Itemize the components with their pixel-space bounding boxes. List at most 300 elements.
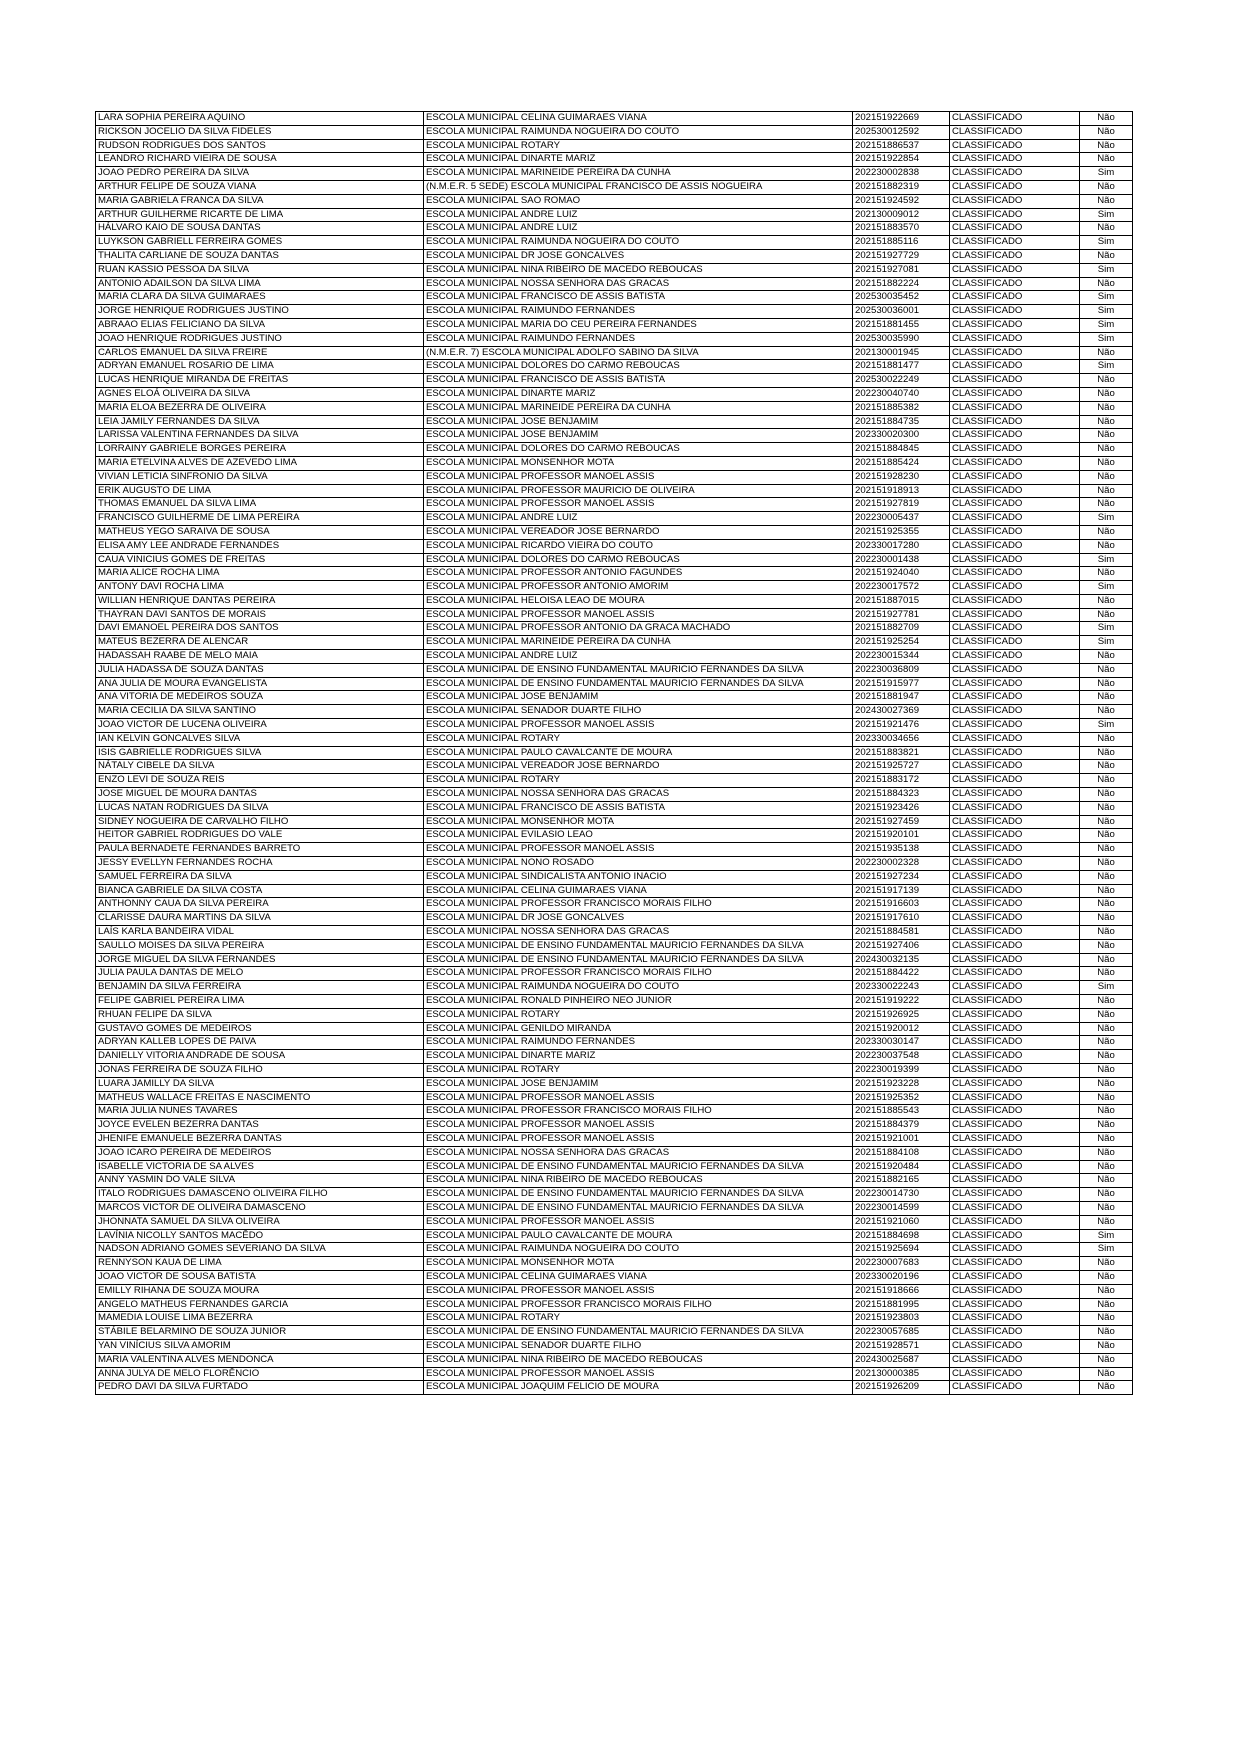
enrollment-code-cell: 202151916603 — [853, 898, 950, 912]
table-row — [96, 857, 1133, 871]
school-cell: ESCOLA MUNICIPAL NOSSA SENHORA DAS GRACAS — [424, 788, 853, 802]
flag-cell: Sim — [1080, 581, 1133, 595]
student-name-cell: THOMAS EMANUEL DA SILVA LIMA — [96, 498, 424, 512]
table-row — [96, 1326, 1133, 1340]
student-name-cell: MARIA CECILIA DA SILVA SANTINO — [96, 705, 424, 719]
student-name-cell: JOAO VICTOR DE SOUSA BATISTA — [96, 1270, 424, 1284]
status-cell: CLASSIFICADO — [950, 194, 1080, 208]
table-row — [96, 1381, 1133, 1395]
school-cell: ESCOLA MUNICIPAL FRANCISCO DE ASSIS BATISTA — [424, 291, 853, 305]
school-cell: ESCOLA MUNICIPAL JOAQUIM FELICIO DE MOURA — [424, 1381, 853, 1395]
student-name-cell: MARIA ALICE ROCHA LIMA — [96, 567, 424, 581]
flag-cell: Não — [1080, 1105, 1133, 1119]
flag-cell: Não — [1080, 774, 1133, 788]
enrollment-code-cell: 202151925355 — [853, 525, 950, 539]
student-name-cell: SAULLO MOISES DA SILVA PEREIRA — [96, 939, 424, 953]
status-cell: CLASSIFICADO — [950, 912, 1080, 926]
table-row — [96, 1312, 1133, 1326]
table-row — [96, 1119, 1133, 1133]
student-name-cell: ITALO RODRIGUES DAMASCENO OLIVEIRA FILHO — [96, 1188, 424, 1202]
student-name-cell: ISIS GABRIELLE RODRIGUES SILVA — [96, 746, 424, 760]
status-cell: CLASSIFICADO — [950, 732, 1080, 746]
table-row — [96, 1243, 1133, 1257]
enrollment-code-cell: 202151884698 — [853, 1229, 950, 1243]
student-name-cell: VIVIAN LETICIA SINFRONIO DA SILVA — [96, 470, 424, 484]
table-row — [96, 650, 1133, 664]
student-name-cell: MARIA CLARA DA SILVA GUIMARAES — [96, 291, 424, 305]
school-cell: ESCOLA MUNICIPAL JOSE BENJAMIM — [424, 1077, 853, 1091]
flag-cell: Não — [1080, 1215, 1133, 1229]
enrollment-code-cell: 202230007683 — [853, 1257, 950, 1271]
enrollment-code-cell: 202151924040 — [853, 567, 950, 581]
enrollment-code-cell: 202151927459 — [853, 815, 950, 829]
student-name-cell: ANGELO MATHEUS FERNANDES GARCIA — [96, 1298, 424, 1312]
results-table-body — [96, 112, 1133, 1395]
status-cell: CLASSIFICADO — [950, 815, 1080, 829]
status-cell: CLASSIFICADO — [950, 567, 1080, 581]
school-cell: ESCOLA MUNICIPAL PROFESSOR MANOEL ASSIS — [424, 1284, 853, 1298]
enrollment-code-cell: 202151923228 — [853, 1077, 950, 1091]
enrollment-code-cell: 202151935138 — [853, 843, 950, 857]
school-cell: ESCOLA MUNICIPAL DR JOSE GONCALVES — [424, 249, 853, 263]
status-cell: CLASSIFICADO — [950, 1119, 1080, 1133]
status-cell: CLASSIFICADO — [950, 1381, 1080, 1395]
table-row — [96, 332, 1133, 346]
table-row — [96, 898, 1133, 912]
status-cell: CLASSIFICADO — [950, 429, 1080, 443]
enrollment-code-cell: 202130000385 — [853, 1367, 950, 1381]
student-name-cell: MARIA ETELVINA ALVES DE AZEVEDO LIMA — [96, 456, 424, 470]
school-cell: ESCOLA MUNICIPAL MONSENHOR MOTA — [424, 1257, 853, 1271]
student-name-cell: JOAO PEDRO PEREIRA DA SILVA — [96, 167, 424, 181]
status-cell: CLASSIFICADO — [950, 374, 1080, 388]
enrollment-code-cell: 202330020196 — [853, 1270, 950, 1284]
flag-cell: Sim — [1080, 332, 1133, 346]
table-row — [96, 815, 1133, 829]
enrollment-code-cell: 202151926209 — [853, 1381, 950, 1395]
school-cell: ESCOLA MUNICIPAL JOSE BENJAMIM — [424, 415, 853, 429]
table-row — [96, 1008, 1133, 1022]
student-name-cell: THALITA CARLIANE DE SOUZA DANTAS — [96, 249, 424, 263]
school-cell: ESCOLA MUNICIPAL ANDRE LUIZ — [424, 650, 853, 664]
status-cell: CLASSIFICADO — [950, 443, 1080, 457]
flag-cell: Não — [1080, 1381, 1133, 1395]
enrollment-code-cell: 202151921001 — [853, 1132, 950, 1146]
status-cell: CLASSIFICADO — [950, 387, 1080, 401]
school-cell: ESCOLA MUNICIPAL FRANCISCO DE ASSIS BATISTA — [424, 801, 853, 815]
table-row — [96, 801, 1133, 815]
status-cell: CLASSIFICADO — [950, 581, 1080, 595]
status-cell: CLASSIFICADO — [950, 843, 1080, 857]
school-cell: ESCOLA MUNICIPAL RAIMUNDA NOGUEIRA DO COUTO — [424, 236, 853, 250]
student-name-cell: STÁBILE BELARMINO DE SOUZA JUNIOR — [96, 1326, 424, 1340]
flag-cell: Sim — [1080, 360, 1133, 374]
status-cell: CLASSIFICADO — [950, 801, 1080, 815]
flag-cell: Não — [1080, 1160, 1133, 1174]
student-name-cell: HADASSAH RAABE DE MELO MAIA — [96, 650, 424, 664]
table-row — [96, 594, 1133, 608]
flag-cell: Não — [1080, 1174, 1133, 1188]
flag-cell: Não — [1080, 249, 1133, 263]
flag-cell: Não — [1080, 1326, 1133, 1340]
table-row — [96, 774, 1133, 788]
enrollment-code-cell: 202230015344 — [853, 650, 950, 664]
status-cell: CLASSIFICADO — [950, 636, 1080, 650]
table-row — [96, 939, 1133, 953]
school-cell: ESCOLA MUNICIPAL ROTARY — [424, 1063, 853, 1077]
student-name-cell: LUARA JAMILLY DA SILVA — [96, 1077, 424, 1091]
school-cell: ESCOLA MUNICIPAL DOLORES DO CARMO REBOUCAS — [424, 360, 853, 374]
flag-cell: Não — [1080, 801, 1133, 815]
school-cell: ESCOLA MUNICIPAL DE ENSINO FUNDAMENTAL MAURICIO FERNANDES DA SILVA — [424, 677, 853, 691]
enrollment-code-cell: 202151882165 — [853, 1174, 950, 1188]
status-cell: CLASSIFICADO — [950, 415, 1080, 429]
status-cell: CLASSIFICADO — [950, 236, 1080, 250]
enrollment-code-cell: 202151883172 — [853, 774, 950, 788]
student-name-cell: JOAO ICARO PEREIRA DE MEDEIROS — [96, 1146, 424, 1160]
school-cell: ESCOLA MUNICIPAL RAIMUNDO FERNANDES — [424, 1036, 853, 1050]
table-row — [96, 456, 1133, 470]
enrollment-code-cell: 202151928230 — [853, 470, 950, 484]
enrollment-code-cell: 202151927781 — [853, 608, 950, 622]
school-cell: ESCOLA MUNICIPAL SENADOR DUARTE FILHO — [424, 705, 853, 719]
flag-cell: Não — [1080, 677, 1133, 691]
student-name-cell: AGNES ELOÁ OLIVEIRA DA SILVA — [96, 387, 424, 401]
student-name-cell: LARISSA VALENTINA FERNANDES DA SILVA — [96, 429, 424, 443]
enrollment-code-cell: 202151921060 — [853, 1215, 950, 1229]
table-row — [96, 125, 1133, 139]
flag-cell: Não — [1080, 1339, 1133, 1353]
status-cell: CLASSIFICADO — [950, 691, 1080, 705]
table-row — [96, 691, 1133, 705]
enrollment-code-cell: 202151884735 — [853, 415, 950, 429]
status-cell: CLASSIFICADO — [950, 719, 1080, 733]
flag-cell: Sim — [1080, 981, 1133, 995]
school-cell: ESCOLA MUNICIPAL NOSSA SENHORA DAS GRACAS — [424, 277, 853, 291]
student-name-cell: DAVI EMANOEL PEREIRA DOS SANTOS — [96, 622, 424, 636]
table-row — [96, 567, 1133, 581]
enrollment-code-cell: 202151884323 — [853, 788, 950, 802]
table-row — [96, 1036, 1133, 1050]
student-name-cell: LUCAS HENRIQUE MIRANDA DE FREITAS — [96, 374, 424, 388]
student-name-cell: DANIELLY VITORIA ANDRADE DE SOUSA — [96, 1050, 424, 1064]
enrollment-code-cell: 202230001438 — [853, 553, 950, 567]
school-cell: ESCOLA MUNICIPAL RONALD PINHEIRO NEO JUNIOR — [424, 995, 853, 1009]
enrollment-code-cell: 202230040740 — [853, 387, 950, 401]
flag-cell: Não — [1080, 1188, 1133, 1202]
table-row — [96, 153, 1133, 167]
student-name-cell: ERIK AUGUSTO DE LIMA — [96, 484, 424, 498]
table-row — [96, 995, 1133, 1009]
enrollment-code-cell: 202151885116 — [853, 236, 950, 250]
enrollment-code-cell: 202230019399 — [853, 1063, 950, 1077]
status-cell: CLASSIFICADO — [950, 291, 1080, 305]
flag-cell: Sim — [1080, 318, 1133, 332]
table-row — [96, 180, 1133, 194]
status-cell: CLASSIFICADO — [950, 277, 1080, 291]
flag-cell: Sim — [1080, 512, 1133, 526]
flag-cell: Não — [1080, 1367, 1133, 1381]
student-name-cell: CAUA VINICIUS GOMES DE FREITAS — [96, 553, 424, 567]
status-cell: CLASSIFICADO — [950, 1063, 1080, 1077]
status-cell: CLASSIFICADO — [950, 650, 1080, 664]
status-cell: CLASSIFICADO — [950, 870, 1080, 884]
table-row — [96, 1215, 1133, 1229]
flag-cell: Não — [1080, 760, 1133, 774]
flag-cell: Não — [1080, 194, 1133, 208]
table-row — [96, 884, 1133, 898]
enrollment-code-cell: 202151883821 — [853, 746, 950, 760]
status-cell: CLASSIFICADO — [950, 746, 1080, 760]
school-cell: ESCOLA MUNICIPAL PROFESSOR MANOEL ASSIS — [424, 1091, 853, 1105]
flag-cell: Não — [1080, 180, 1133, 194]
table-row — [96, 484, 1133, 498]
school-cell: ESCOLA MUNICIPAL MONSENHOR MOTA — [424, 456, 853, 470]
flag-cell: Não — [1080, 1091, 1133, 1105]
student-name-cell: MARIA GABRIELA FRANCA DA SILVA — [96, 194, 424, 208]
table-row — [96, 360, 1133, 374]
student-name-cell: JORGE MIGUEL DA SILVA FERNANDES — [96, 953, 424, 967]
table-row — [96, 512, 1133, 526]
school-cell: ESCOLA MUNICIPAL CELINA GUIMARAES VIANA — [424, 884, 853, 898]
student-name-cell: WILLIAN HENRIQUE DANTAS PEREIRA — [96, 594, 424, 608]
flag-cell: Não — [1080, 898, 1133, 912]
flag-cell: Não — [1080, 1008, 1133, 1022]
status-cell: CLASSIFICADO — [950, 1050, 1080, 1064]
student-name-cell: JESSY EVELLYN FERNANDES ROCHA — [96, 857, 424, 871]
status-cell: CLASSIFICADO — [950, 305, 1080, 319]
flag-cell: Não — [1080, 1284, 1133, 1298]
school-cell: ESCOLA MUNICIPAL DE ENSINO FUNDAMENTAL MAURICIO FERNANDES DA SILVA — [424, 663, 853, 677]
student-name-cell: JOAO VICTOR DE LUCENA OLIVEIRA — [96, 719, 424, 733]
flag-cell: Não — [1080, 1312, 1133, 1326]
flag-cell: Sim — [1080, 305, 1133, 319]
school-cell: ESCOLA MUNICIPAL DE ENSINO FUNDAMENTAL MAURICIO FERNANDES DA SILVA — [424, 1326, 853, 1340]
flag-cell: Não — [1080, 939, 1133, 953]
flag-cell: Sim — [1080, 1229, 1133, 1243]
student-name-cell: ANA VITORIA DE MEDEIROS SOUZA — [96, 691, 424, 705]
table-row — [96, 1188, 1133, 1202]
table-row — [96, 1022, 1133, 1036]
enrollment-code-cell: 202151881947 — [853, 691, 950, 705]
student-name-cell: BIANCA GABRIELE DA SILVA COSTA — [96, 884, 424, 898]
school-cell: ESCOLA MUNICIPAL PROFESSOR MAURICIO DE OLIVEIRA — [424, 484, 853, 498]
school-cell: ESCOLA MUNICIPAL GENILDO MIRANDA — [424, 1022, 853, 1036]
flag-cell: Não — [1080, 1132, 1133, 1146]
school-cell: ESCOLA MUNICIPAL SENADOR DUARTE FILHO — [424, 1339, 853, 1353]
student-name-cell: ABRAAO ELIAS FELICIANO DA SILVA — [96, 318, 424, 332]
school-cell: ESCOLA MUNICIPAL PAULO CAVALCANTE DE MOURA — [424, 1229, 853, 1243]
status-cell: CLASSIFICADO — [950, 884, 1080, 898]
school-cell: ESCOLA MUNICIPAL PROFESSOR FRANCISCO MORAIS FILHO — [424, 1298, 853, 1312]
school-cell: ESCOLA MUNICIPAL DINARTE MARIZ — [424, 387, 853, 401]
student-name-cell: ANTONIO ADAILSON DA SILVA LIMA — [96, 277, 424, 291]
student-name-cell: THAYRAN DAVI SANTOS DE MORAIS — [96, 608, 424, 622]
status-cell: CLASSIFICADO — [950, 1243, 1080, 1257]
status-cell: CLASSIFICADO — [950, 953, 1080, 967]
flag-cell: Sim — [1080, 636, 1133, 650]
flag-cell: Não — [1080, 788, 1133, 802]
table-row — [96, 553, 1133, 567]
enrollment-code-cell: 202530035452 — [853, 291, 950, 305]
student-name-cell: IAN KELVIN GONCALVES SILVA — [96, 732, 424, 746]
status-cell: CLASSIFICADO — [950, 249, 1080, 263]
table-row — [96, 1367, 1133, 1381]
status-cell: CLASSIFICADO — [950, 1036, 1080, 1050]
student-name-cell: MATEUS BEZERRA DE ALENCAR — [96, 636, 424, 650]
enrollment-code-cell: 202151884108 — [853, 1146, 950, 1160]
flag-cell: Não — [1080, 443, 1133, 457]
flag-cell: Não — [1080, 691, 1133, 705]
flag-cell: Não — [1080, 870, 1133, 884]
school-cell: ESCOLA MUNICIPAL ANDRE LUIZ — [424, 222, 853, 236]
enrollment-code-cell: 202151886537 — [853, 139, 950, 153]
enrollment-code-cell: 202151884845 — [853, 443, 950, 457]
student-name-cell: ANNA JULYA DE MELO FLORÊNCIO — [96, 1367, 424, 1381]
school-cell: ESCOLA MUNICIPAL MARINEIDE PEREIRA DA CUNHA — [424, 167, 853, 181]
status-cell: CLASSIFICADO — [950, 594, 1080, 608]
school-cell: ESCOLA MUNICIPAL DR JOSE GONCALVES — [424, 912, 853, 926]
school-cell: (N.M.E.R. 5 SEDE) ESCOLA MUNICIPAL FRANCISCO DE ASSIS NOGUEIRA — [424, 180, 853, 194]
flag-cell: Não — [1080, 650, 1133, 664]
enrollment-code-cell: 202230057685 — [853, 1326, 950, 1340]
enrollment-code-cell: 202151917139 — [853, 884, 950, 898]
school-cell: ESCOLA MUNICIPAL EVILASIO LEAO — [424, 829, 853, 843]
school-cell: ESCOLA MUNICIPAL ROTARY — [424, 1008, 853, 1022]
enrollment-code-cell: 202151928571 — [853, 1339, 950, 1353]
school-cell: ESCOLA MUNICIPAL RAIMUNDA NOGUEIRA DO COUTO — [424, 981, 853, 995]
table-row — [96, 374, 1133, 388]
table-row — [96, 305, 1133, 319]
school-cell: ESCOLA MUNICIPAL DE ENSINO FUNDAMENTAL MAURICIO FERNANDES DA SILVA — [424, 939, 853, 953]
status-cell: CLASSIFICADO — [950, 525, 1080, 539]
school-cell: ESCOLA MUNICIPAL PROFESSOR FRANCISCO MORAIS FILHO — [424, 1105, 853, 1119]
school-cell: ESCOLA MUNICIPAL ANDRE LUIZ — [424, 208, 853, 222]
enrollment-code-cell: 202151923426 — [853, 801, 950, 815]
status-cell: CLASSIFICADO — [950, 705, 1080, 719]
student-name-cell: MATHEUS YEGO SARAIVA DE SOUSA — [96, 525, 424, 539]
status-cell: CLASSIFICADO — [950, 360, 1080, 374]
status-cell: CLASSIFICADO — [950, 1132, 1080, 1146]
enrollment-code-cell: 202230014599 — [853, 1201, 950, 1215]
student-name-cell: ANNY YASMIN DO VALE SILVA — [96, 1174, 424, 1188]
school-cell: ESCOLA MUNICIPAL ANDRE LUIZ — [424, 512, 853, 526]
student-name-cell: RUDSON RODRIGUES DOS SANTOS — [96, 139, 424, 153]
enrollment-code-cell: 202151882709 — [853, 622, 950, 636]
student-name-cell: ENZO LEVI DE SOUZA REIS — [96, 774, 424, 788]
status-cell: CLASSIFICADO — [950, 498, 1080, 512]
student-name-cell: LORRAINY GABRIELE BORGES PEREIRA — [96, 443, 424, 457]
student-name-cell: MARCOS VICTOR DE OLIVEIRA DAMASCENO — [96, 1201, 424, 1215]
student-name-cell: LUCAS NATAN RODRIGUES DA SILVA — [96, 801, 424, 815]
status-cell: CLASSIFICADO — [950, 318, 1080, 332]
flag-cell: Não — [1080, 967, 1133, 981]
table-row — [96, 1146, 1133, 1160]
enrollment-code-cell: 202530035990 — [853, 332, 950, 346]
school-cell: ESCOLA MUNICIPAL NINA RIBEIRO DE MACEDO REBOUCAS — [424, 1353, 853, 1367]
school-cell: ESCOLA MUNICIPAL PROFESSOR MANOEL ASSIS — [424, 1119, 853, 1133]
enrollment-code-cell: 202151925352 — [853, 1091, 950, 1105]
status-cell: CLASSIFICADO — [950, 470, 1080, 484]
school-cell: ESCOLA MUNICIPAL NOSSA SENHORA DAS GRACAS — [424, 1146, 853, 1160]
status-cell: CLASSIFICADO — [950, 829, 1080, 843]
status-cell: CLASSIFICADO — [950, 167, 1080, 181]
enrollment-code-cell: 202330020300 — [853, 429, 950, 443]
table-row — [96, 746, 1133, 760]
student-name-cell: EMILLY RIHANA DE SOUZA MOURA — [96, 1284, 424, 1298]
student-name-cell: JHONNATA SAMUEL DA SILVA OLIVEIRA — [96, 1215, 424, 1229]
flag-cell: Não — [1080, 112, 1133, 126]
enrollment-code-cell: 202330022243 — [853, 981, 950, 995]
flag-cell: Não — [1080, 1353, 1133, 1367]
student-name-cell: ELISA AMY LEE ANDRADE FERNANDES — [96, 539, 424, 553]
flag-cell: Não — [1080, 884, 1133, 898]
enrollment-code-cell: 202151923803 — [853, 1312, 950, 1326]
student-name-cell: PAULA BERNADETE FERNANDES BARRETO — [96, 843, 424, 857]
flag-cell: Não — [1080, 1119, 1133, 1133]
flag-cell: Não — [1080, 1298, 1133, 1312]
table-row — [96, 1257, 1133, 1271]
student-name-cell: CARLOS EMANUEL DA SILVA FREIRE — [96, 346, 424, 360]
table-row — [96, 788, 1133, 802]
school-cell: ESCOLA MUNICIPAL MARIA DO CEU PEREIRA FERNANDES — [424, 318, 853, 332]
table-row — [96, 139, 1133, 153]
status-cell: CLASSIFICADO — [950, 774, 1080, 788]
status-cell: CLASSIFICADO — [950, 898, 1080, 912]
flag-cell: Não — [1080, 953, 1133, 967]
student-name-cell: SAMUEL FERREIRA DA SILVA — [96, 870, 424, 884]
table-row — [96, 967, 1133, 981]
status-cell: CLASSIFICADO — [950, 1174, 1080, 1188]
enrollment-code-cell: 202151920012 — [853, 1022, 950, 1036]
school-cell: ESCOLA MUNICIPAL PROFESSOR ANTONIO AMORIM — [424, 581, 853, 595]
student-name-cell: PEDRO DAVI DA SILVA FURTADO — [96, 1381, 424, 1395]
school-cell: ESCOLA MUNICIPAL PROFESSOR MANOEL ASSIS — [424, 843, 853, 857]
status-cell: CLASSIFICADO — [950, 153, 1080, 167]
status-cell: CLASSIFICADO — [950, 346, 1080, 360]
status-cell: CLASSIFICADO — [950, 553, 1080, 567]
status-cell: CLASSIFICADO — [950, 222, 1080, 236]
flag-cell: Não — [1080, 594, 1133, 608]
enrollment-code-cell: 202151920101 — [853, 829, 950, 843]
school-cell: ESCOLA MUNICIPAL NINA RIBEIRO DE MACEDO REBOUCAS — [424, 263, 853, 277]
table-row — [96, 622, 1133, 636]
student-name-cell: FRANCISCO GUILHERME DE LIMA PEREIRA — [96, 512, 424, 526]
flag-cell: Não — [1080, 429, 1133, 443]
student-name-cell: JONAS FERREIRA DE SOUZA FILHO — [96, 1063, 424, 1077]
enrollment-code-cell: 202151922854 — [853, 153, 950, 167]
student-name-cell: RHUAN FELIPE DA SILVA — [96, 1008, 424, 1022]
table-row — [96, 926, 1133, 940]
table-row — [96, 194, 1133, 208]
enrollment-code-cell: 202151885424 — [853, 456, 950, 470]
status-cell: CLASSIFICADO — [950, 608, 1080, 622]
school-cell: ESCOLA MUNICIPAL CELINA GUIMARAES VIANA — [424, 1270, 853, 1284]
student-name-cell: LARA SOPHIA PEREIRA AQUINO — [96, 112, 424, 126]
flag-cell: Não — [1080, 857, 1133, 871]
school-cell: ESCOLA MUNICIPAL PROFESSOR FRANCISCO MORAIS FILHO — [424, 898, 853, 912]
status-cell: CLASSIFICADO — [950, 1105, 1080, 1119]
status-cell: CLASSIFICADO — [950, 1077, 1080, 1091]
table-row — [96, 677, 1133, 691]
enrollment-code-cell: 202430027369 — [853, 705, 950, 719]
enrollment-code-cell: 202230014730 — [853, 1188, 950, 1202]
enrollment-code-cell: 202230017572 — [853, 581, 950, 595]
enrollment-code-cell: 202151926925 — [853, 1008, 950, 1022]
status-cell: CLASSIFICADO — [950, 512, 1080, 526]
school-cell: ESCOLA MUNICIPAL DINARTE MARIZ — [424, 1050, 853, 1064]
student-name-cell: BENJAMIN DA SILVA FERREIRA — [96, 981, 424, 995]
